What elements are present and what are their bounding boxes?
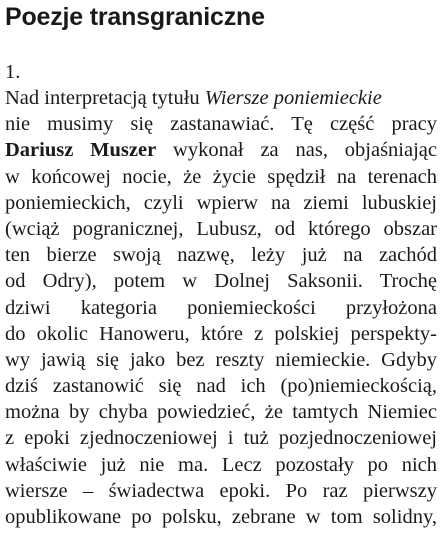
text-line: wiersze – świadectwa epoki. Po raz pierwszy (5, 479, 437, 502)
body-text (5, 85, 437, 530)
author-name: Dariusz Muszer (5, 139, 157, 162)
text-line: od Odry), potem w Dolnej Saksonii. Trochę (5, 270, 437, 293)
text-line: opublikowane po polsku, zebrane w tom solidny, (5, 506, 437, 528)
text-line: do okolic Hanoweru, które z polskiej perspekty- (5, 322, 437, 345)
book-title: Wiersze poniemieckie (204, 87, 382, 109)
page-title: Poezje transgraniczne (5, 3, 265, 31)
text-line: z epoki zjednoczeniowej i tuż pozjednoczeniowej (5, 427, 437, 450)
text-line: Dariusz Muszer wykonał za nas, objaśniając (5, 139, 437, 162)
text-line: ten bierze swoją nazwę, leży już na zachód (5, 244, 437, 267)
section-number: 1. (5, 61, 21, 83)
text-line: dziwi kategoria poniemieckości przyłożona (5, 296, 437, 319)
text-line: w końcowej nocie, że życie spędził na terenach (5, 165, 437, 188)
text-line: Nad interpretacją tytułu Wiersze poniemieckie (5, 87, 382, 109)
text-line: poniemieckich, czyli wpierw na ziemi lubuskiej (5, 191, 437, 214)
text-line: dziś zastanowić się nad ich (po)niemieckością, (5, 375, 437, 398)
text-line: można by chyba powiedzieć, że tamtych Niemiec (5, 401, 437, 424)
text-line: nie musimy się zastanawiać. Tę część pracy (5, 113, 437, 136)
text-line: (wciąż pogranicznej, Lubusz, od którego obszar (5, 217, 437, 240)
text-line: wy jawią się jako bez reszty niemieckie. Gdyby (5, 348, 437, 371)
text-line: właściwie już nie ma. Lecz pozostały po nich (5, 453, 437, 476)
